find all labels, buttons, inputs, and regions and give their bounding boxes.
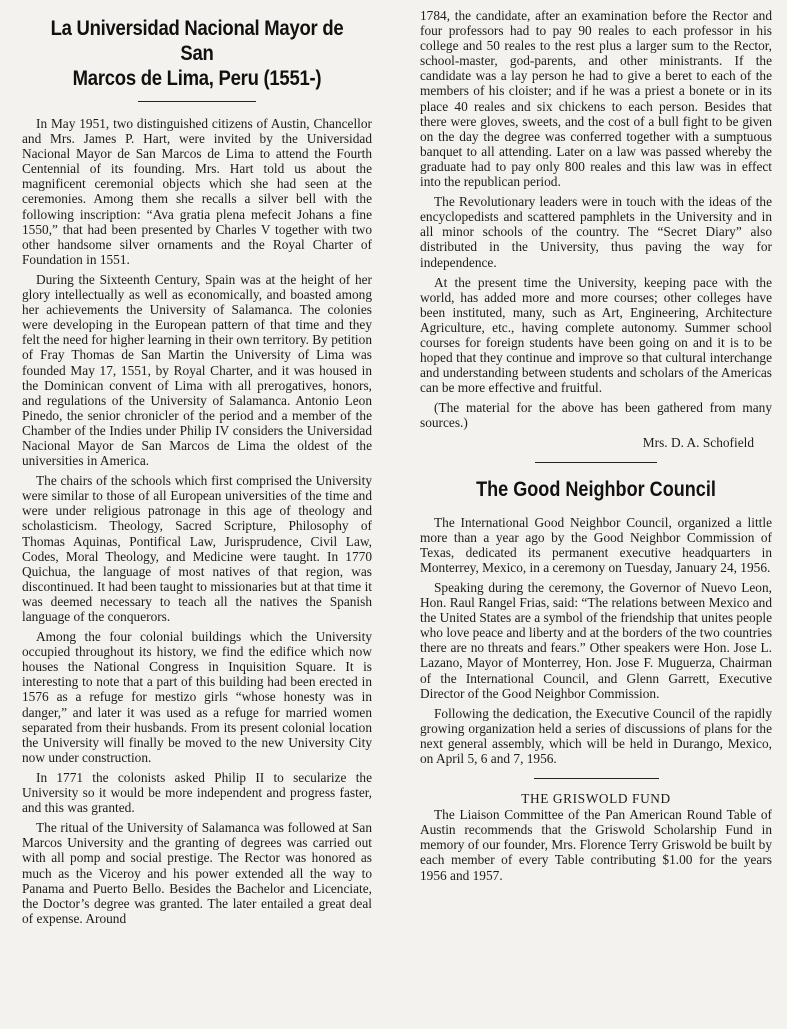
article-paragraph: Speaking during the ceremony, the Governor of Nuevo Leon, Hon. Raul Rangel Frias, said: “The relations between Mexico and the United States are a symbol of the friendship that unites people who love peace and liberty and at the borders of the two countries there are no threats and fears.” Other speakers were Hon. Jose L. Lazano, Mayor of Monterrey, Hon. Jose F. Muguerza, Chairman of the International Council, and Glenn Garrett, Executive Director of the Good Neighbor Commission. — [420, 580, 773, 701]
article-paragraph: The Revolutionary leaders were in touch with the ideas of the encyclopedists and scattered pamphlets in the University and in all minor schools of the country. The “Secret Diary” also distributed in the University, thus paving the way for independence. — [420, 194, 772, 270]
article-paragraph: The Liaison Committee of the Pan American Round Table of Austin recommends that the Griswold Scholarship Fund in memory of our founder, Mrs. Florence Terry Griswold be built by each member of every Table contributing $1.00 for the years 1956 and 1957. — [420, 807, 772, 883]
article-paragraph: Following the dedication, the Executive Council of the rapidly growing organization held a series of discussions of plans for the next general assembly, which will be held in Durango, Mexico, on April 5, 6 and 7, 1956. — [420, 705, 772, 767]
article-paragraph: The chairs of the schools which first comprised the University were similar to those of all European universities of the time and were under religious patronage in this age of theology and scholasticism. Theology, Sacred Scripture, Philosophy of Thomas Aquinas, Pontifical Law, Jurisprudence, Civil Law, Codes, Moral Theology, and Medicine were taught. In 1770 Quichua, the language of most natives of that region, was discontinued. It had been taught to missionaries but at that time it was deemed necessary to teach all the natives the Spanish language of the conquerors. — [22, 473, 372, 624]
article-paragraph: At the present time the University, keeping pace with the world, has added more and more courses; other colleges have been instituted, many, such as Art, Engineering, Architecture Agriculture, etc., having complete autonomy. Summer school courses for foreign students have been going on and it is to be hoped that they continue and improve so that cultural interchange and understanding between students and scholars of the Americas can be more effective and fruitful. — [420, 274, 772, 396]
section-title: The Good Neighbor Council — [476, 477, 716, 501]
article-paragraph: The ritual of the University of Salamanca was followed at San Marcos University and the granting of degrees was carried out with all pomp and social prestige. The Rector was honored as much as the Viceroy and his power extended all the way to Panama and Puerto Bello. Besides the Bachelor and Licenciate, the Doctor’s degree was granted. The later entailed a great deal of expense. Around — [22, 820, 372, 926]
article-paragraph: During the Sixteenth Century, Spain was at the height of her glory intellectually as well as economically, and boasted among her achievements the University of Salamanca. The colonies were developing in the European pattern of that time and they felt the need for higher learning in their own territory. By petition of Fray Thomas de San Martin the University of Lima was founded May 17, 1551, by Royal Charter, and it was housed in the Dominican convent of Lima with all prerogatives, honors, and regulations of the University of Salamanca. Antonio Leon Pinedo, the senior chronicler of the period and a member of the Chamber of the Indies under Philip IV considers the Universidad Nacional Mayor de San Marcos de Lima the oldest of the universities in America. — [22, 271, 372, 469]
section-subheading: THE GRISWOLD FUND — [521, 791, 671, 807]
article-title-line-1: La Universidad Nacional Mayor de San — [50, 16, 344, 65]
right-column — [420, 8, 772, 888]
article-paragraph: In 1771 the colonists asked Philip II to secularize the University so it would be more independent and progress faster, and this was granted. — [22, 769, 372, 816]
section-divider — [534, 778, 659, 779]
source-note: (The material for the above has been gathered from many sources.) — [420, 400, 772, 431]
author-signature: Mrs. D. A. Schofield — [642, 434, 754, 450]
article-paragraph: In May 1951, two distinguished citizens of Austin, Chancellor and Mrs. James P. Hart, were invited by the Universidad Nacional Mayor de San Marcos de Lima to attend the Fourth Centennial of its founding. Mrs. Hart told us about the magnificent ceremonial objects which she had seen at the ceremonies. Among them she recalls a silver bell with the following inscription: “Ava gratia plena mefecit Johans a fine 1550,” that had been presented by Charles V together with two other handsome silver ornaments and the Royal Charter of Foundation in 1551. — [22, 116, 372, 267]
article-paragraph: The International Good Neighbor Council, organized a little more than a year ago by the Good Neighbor Commission of Texas, dedicated its permanent executive headquarters in Monterrey, Mexico, in a ceremony on Tuesday, January 24, 1956. — [420, 514, 772, 575]
left-column — [22, 8, 372, 926]
article-title-line-2: Marcos de Lima, Peru (1551-) — [72, 66, 322, 90]
title-divider — [138, 101, 256, 102]
article-paragraph-continued: 1784, the candidate, after an examination before the Rector and four professors had to pay 90 reales to each professor in his college and 50 reales to the rest plus a larger sum to the Rector, school-master, god-parents, and other ministrants. If the candidate was a lay person he had to give a beret to each of the members of his cloister; and if he was a priest a bonete or in its place 40 reales and six chickens to each person. Besides that there were gloves, sweets, and the cost of a bull fight to be given on the day the degree was conferred together with a sumptuous banquet to all attending. Later on a law was passed whereby the graduate had to pay only 800 reales and this law was in effect into the republican period. — [420, 8, 772, 190]
section-divider — [535, 462, 657, 463]
article-paragraph: Among the four colonial buildings which the University occupied throughout its history, we find the edifice which now houses the National Congress in Inquisition Square. It is interesting to note that a part of this building had been erected in 1576 as a refuge for mestizo girls “whose honesty was in danger,” and later it was used as a refuge for married women separated from their husbands. From its present colonial location the University will finally be moved to the new University City now under construction. — [22, 629, 372, 765]
article-title — [47, 16, 348, 91]
